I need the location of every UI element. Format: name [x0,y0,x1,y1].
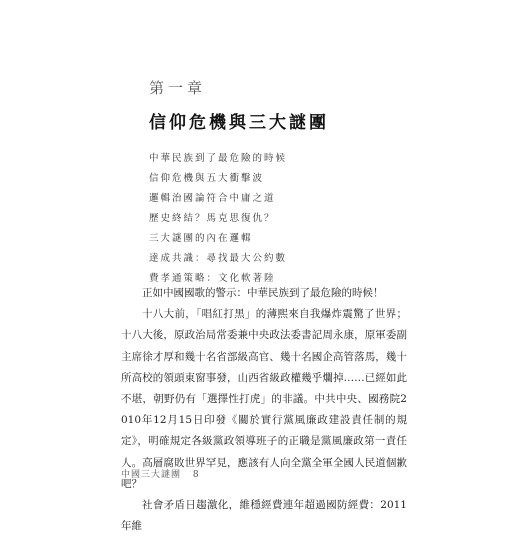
section-item: 中華民族到了最危險的時候 [149,153,288,164]
page-footer [121,467,200,480]
page-number: 8 [192,470,200,480]
running-title: 中國三大謎團 [121,470,182,480]
body-text [121,283,407,537]
section-item: 歷史終結？馬克思復仇？ [149,213,276,224]
paragraph: 十八大前，「唱紅打黑」的薄熙來自我爆炸震驚了世界；十八大後，原政治局常委兼中央政法委書記周永康，原軍委副主席徐才厚和幾十名省部級高官、幾十名國企高管落馬，幾十所高校的領頭東窗事發，山西省級政權幾乎爛掉……已經如此不堪，朝野仍有「選擇性打虎」的非議。中共中央、國務院2010年12月15日印發《關於實行黨風廉政建設責任制的規定》，明確規定各級黨政領導班子的正職是黨風廉政第一責任人。高層腐敗世界罕見，應該有人向全黨全軍全國人民道個歉吧？ [121,308,407,490]
section-item: 三大謎團的內在邏輯 [149,233,253,244]
paragraph: 社會矛盾日趨激化，維穩經費連年超過國防經費：2011年維 [121,499,407,533]
paragraph: 正如中國國歌的警示：中華民族到了最危險的時候！ [142,287,384,299]
section-item: 達成共識：尋找最大公約數 [149,253,288,264]
section-item: 信仰危機與五大衝擊波 [149,173,265,184]
section-item: 費孝通策略：文化軟著陸 [149,273,276,284]
section-item: 邏輯治國論符合中庸之道 [149,193,276,204]
chapter-title: 信仰危機與三大謎團 [149,113,329,133]
chapter-label: 第一章 [149,79,207,97]
section-list [149,151,287,291]
